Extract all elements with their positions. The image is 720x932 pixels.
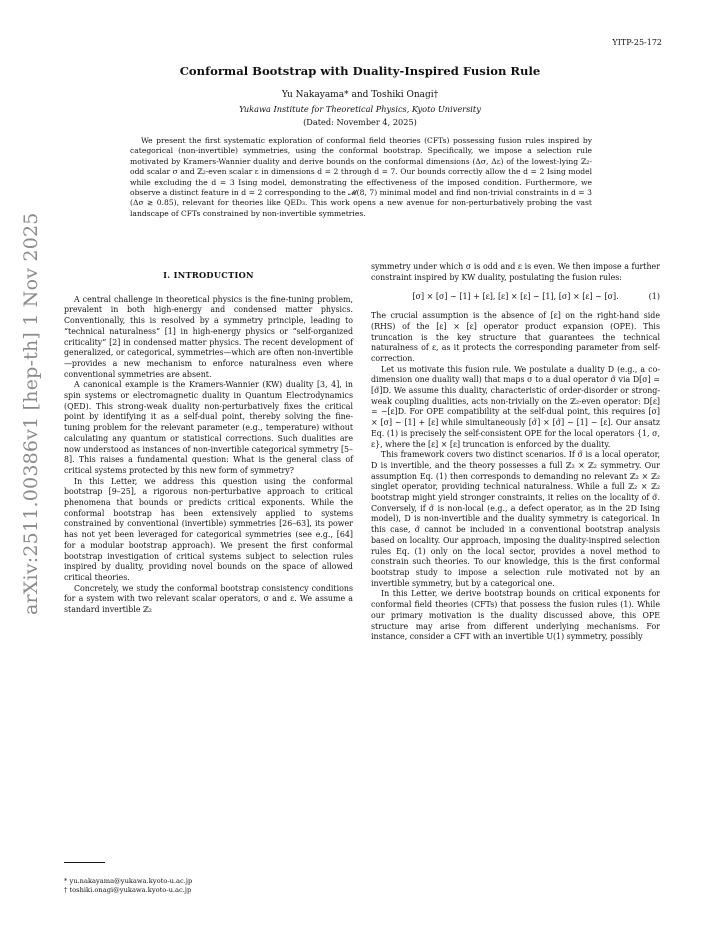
paragraph: A canonical example is the Kramers-Wannier (KW) duality [3, 4], in spin systems or electromagnetic duality in Quantum Electrodynamics (QED). This strong-weak duality non-perturbatively fixes the critical point by identifying it as a self-dual point, thereby solving the fine-tuning problem for the relevant parameter (e.g., temperature) without calculating any quantum or statistical corrections. Such dualities are now understood as instances of non-invertible categorical symmetry [5–8]. This raises a fundamental question: What is the general class of critical systems protected by this new form of symmetry? [64, 380, 353, 475]
equation-body: [σ] × [σ] ∼ [1] + [ε], [ε] × [ε] ∼ [1], [σ] × [ε] ∼ [σ]. [412, 292, 619, 302]
paragraph: The crucial assumption is the absence of [ε] on the right-hand side (RHS) of the [ε] × [ε] operator product expansion (OPE). This truncation is the key structure that guarantees the technical naturalness of ε, as it protects the corresponding parameter from self-correction. [371, 311, 660, 363]
paragraph: Let us motivate this fusion rule. We postulate a duality D (e.g., a co-dimension one duality wall) that maps σ to a dual operator σ̃ via D[σ] = [σ̃]D. We assume this duality, characteristic of order-disorder or strong-weak coupling dualities, acts non-trivially on the ℤ₂-even operator: D[ε] = −[ε]D. For OPE compatibility at the self-dual point, this requires [σ] × [σ] ∼ [1] + [ε] while simultaneously [σ̃] × [σ̃] ∼ [1] − [ε]. Our ansatz Eq. (1) is precisely the self-consistent OPE for the local operators {1, σ, ε}, where the [ε] × [ε] truncation is enforced by the duality. [371, 364, 660, 449]
paragraph: Concretely, we study the conformal bootstrap consistency conditions for a system with two relevant scalar operators, σ and ε. We assume a standard invertible ℤ₂ [64, 583, 353, 615]
affiliation: Yukawa Institute for Theoretical Physics, Kyoto University [239, 104, 481, 114]
paragraph: A central challenge in theoretical physics is the fine-tuning problem, prevalent in both high-energy and condensed matter physics. Conventionally, this is resolved by a symmetry principle, leading to “technical naturalness” [1] in high-energy physics or “self-organized criticality” [2] in condensed matter physics. The recent development of generalized, or categorical, symmetries—which are often non-invertible—provides a new mechanism to enforce naturalness even where conventional symmetries are absent. [64, 294, 353, 379]
date-line: (Dated: November 4, 2025) [303, 117, 417, 127]
paragraph: In this Letter, we address this question using the conformal bootstrap [9–25], a rigorous non-perturbative approach to critical phenomena that bounds or predicts critical exponents. While the conformal bootstrap has been extensively applied to systems constrained by conventional (invertible) symmetries [26–63], its power has not yet been leveraged for categorical symmetries (see e.g., [64] for a modular bootstrap approach). We present the first conformal bootstrap investigation of critical systems subject to selection rules inspired by duality, providing novel bounds on the space of allowed critical theories. [64, 476, 353, 582]
footnote-email: † toshiki.onagi@yukawa.kyoto-u.ac.jp [64, 886, 192, 895]
authors: Yu Nakayama* and Toshiki Onagi† [281, 90, 439, 100]
right-column [371, 262, 660, 643]
arxiv-stamp: arXiv:2511.00386v1 [hep-th] 1 Nov 2025 [20, 212, 42, 615]
left-column [64, 270, 353, 616]
equation-number: (1) [648, 292, 660, 302]
paragraph: This framework covers two distinct scenarios. If σ̃ is a local operator, D is invertible, and the theory possesses a full ℤ₂ × ℤ₂ symmetry. Our assumption Eq. (1) then corresponds to demanding no relevant ℤ₂ × ℤ₂ singlet operator, providing technical naturalness. While a full ℤ₂ × ℤ₂ bootstrap might yield stronger constraints, it relies on the locality of σ̃. Conversely, if σ̃ is non-local (e.g., a defect operator, as in the 2D Ising model), D is non-invertible and the duality symmetry is categorical. In this case, σ̃ cannot be included in a conventional bootstrap analysis based on locality. Our approach, imposing the duality-inspired selection rules Eq. (1) only on the local sector, provides a novel method to constrain such theories. To our knowledge, this is the first conformal bootstrap study to impose a selection rule motivated not by an invertible symmetry, but by a categorical one. [371, 450, 660, 588]
section-heading: I. INTRODUCTION [163, 270, 254, 280]
footnote-email: * yu.nakayama@yukawa.kyoto-u.ac.jp [64, 877, 193, 885]
paragraph: symmetry under which σ is odd and ε is even. We then impose a further constraint inspired by KW duality, postulating the fusion rules: [371, 262, 660, 282]
fusion-rule-equation [371, 292, 660, 303]
abstract: We present the first systematic exploration of conformal field theories (CFTs) possessing fusion rules inspired by categorical (non-invertible) symmetries, using the conformal bootstrap. Specifically, we impose a selection rule motivated by Kramers-Wannier duality and derive bounds on the conformal dimensions (Δσ, Δε) of the lowest-lying ℤ₂-odd scalar σ and ℤ₂-even scalar ε in dimensions d = 2 through d = 7. Our bounds correctly allow the d = 2 Ising model while excluding the d = 3 Ising model, demonstrating the effectiveness of the imposed condition. Furthermore, we observe a distinct feature in d = 2 corresponding to the 𝓜(8, 7) minimal model and find non-trivial constraints in d = 3 (Δσ ≳ 0.85), relevant for theories like QED₃. This work opens a new avenue for non-perturbatively probing the vast landscape of CFTs constrained by non-invertible symmetries. [130, 136, 592, 218]
footnotes [64, 877, 353, 896]
footnote-rule [64, 862, 105, 863]
paper-title: Conformal Bootstrap with Duality-Inspired Fusion Rule [179, 64, 541, 78]
report-number: YITP-25-172 [612, 38, 662, 47]
paragraph: In this Letter, we derive bootstrap bounds on critical exponents for conformal field theories (CFTs) that possess the fusion rules (1). While our primary motivation is the duality discussed above, this OPE structure may arise from different underlying mechanisms. For instance, consider a CFT with an invertible U(1) symmetry, possibly [371, 589, 660, 642]
